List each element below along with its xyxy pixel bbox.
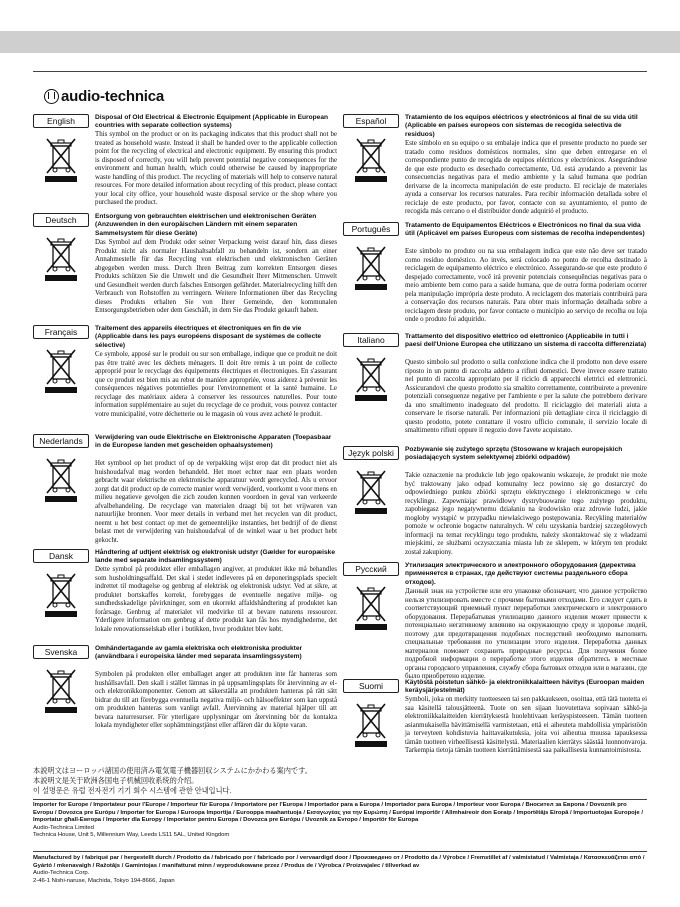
- header-rule: [33, 71, 647, 72]
- section-body: Symboli, joka on merkitty tuotteeseen tai sen pakkaukseen, osoittaa, että tätä tuotetta ei saa käsitellä talousjätteenä. Tuote on sen sijaan luovutettava sopivaan sähkö-ja elektroniikkalaitteiden kierrätyksestä huolehtivaan keräyspisteeseen. Tämän tuotteen asianmukaisella hävittämisellä varmistetaan, että ei aiheuteta mahdollisia ympäristöön ja terveyteen kohdistuvia haittavaikutuksia, joita voi aiheutua muussa tapauksessa tämän tuotteen virheellisestä käsittelystä. Materiaalien kierrätys säästää luonnonvaroja. Tarkempia tietoja tämän tuotteen kierrättämisestä saa paikallisesta kunnantoimistosta.: [405, 696, 647, 754]
- crossed-out-bin-icon: [44, 571, 78, 609]
- black-bar: [45, 707, 77, 713]
- brand-logo: [44, 88, 164, 105]
- section-body: Takie oznaczenie na produkcie lub jego opakowaniu wskazuje, że produkt nie może być traktowany jako odpad komunalny lecz powinno się go dostarczyć do odpowiedniego punktu zbiórki sprzętu elektrycznego i elektronicznego w celu recyklingu. Zapewniając prawidłowy dystrybuowanie tego zużytego produktu, zapobiegasz jego negatywnemu działaniu na środowisko oraz zdrowie ludzi, jakie mogłoby wystąpić w przypadku niewłaściwego postępowania. Recykling materiałów pomoże w ochronie bogactw naturalnych. W celu uzyskania bardziej szczegółowych informacji na temat recyklingu tego produktu, należy skontaktować się z władzami miejskimi, ze służbami oczyszczania miasta lub ze sklepem, w którym ten produkt został zakupiony.: [405, 472, 647, 556]
- crossed-out-bin-icon: [44, 235, 78, 273]
- section-body: Este símbolo en su equipo o su embalaje indica que el presente producto no puede ser tratado como residuos domésticos normales, sino que deben entregarse en el correspondiente punto de recogida de equipos eléctricos y electrónicos. Asegurándose de que este producto es desechado correctamente, Ud. está ayudando a prevenir las consecuencias negativas para el medio ambiente y la salud humana que podrían derivarse de la incorrecta manipulación de este producto. El reciclaje de materiales ayuda a conservar los recursos naturales. Para recibir información detallada sobre el reciclaje de este producto, por favor, contacte con su ayuntamiento, el punto de recogida más cercano o el distribuidor donde adquirió el producto.: [405, 140, 647, 215]
- section-title: Omhändertagande av gamla elektriska och elektroniska produkter (användbara i europeiska länder med separata insamlingssystem): [95, 645, 303, 661]
- language-label: Nederlands: [33, 434, 89, 448]
- language-label: English: [33, 114, 89, 128]
- manufacturer-name: Audio-Technica Corp.: [33, 870, 90, 877]
- black-bar: [355, 741, 387, 747]
- section-title: Entsorgung von gebrauchten elektrischen und elektronischen Geräten (Anzuwenden in den europäischen Ländern mit einem separaten Sammelsystem für diese Geräte): [95, 213, 317, 237]
- section-espanol: [343, 114, 648, 234]
- section-italiano: [343, 333, 648, 453]
- section-francais: [33, 325, 338, 445]
- section-deutsch: [33, 213, 338, 333]
- language-label: Español: [343, 114, 399, 128]
- manufacturer-block: [33, 855, 647, 885]
- crossed-out-bin-icon: [354, 136, 388, 174]
- importer-label: Importer for Europe / Importateur pour l'Europe / Importeur für Europa / Importatore per l'Europa / Importador para a Europa / Importador para Europa / Importeur voor Europa / Вносител за Европа / Dovozník pro Evropu / Dovozca pre Európu / Importør for Europa / Euroopa Importija / Eurooppa maahantuoja / Εισαγωγέας για την Ευρώπη / Európai importőr / Allmhaireoir don Eoraip / Importētājs Eiropā / Importuotojas Europoje / Importatur għall-Ewropa / Importer dla Europy / Importator pentru Europa / Dovozca pre Európu / Uvoznik za Evropo / Importör för Europa: [33, 802, 643, 824]
- section-title: Käytöstä poistetun sähkö- ja elektroniikkalaitteen hävitys (Euroopan maiden keräysjärjestelmät): [405, 679, 645, 695]
- black-bar: [355, 284, 387, 290]
- top-gray-bar: [0, 31, 680, 53]
- section-body: Este símbolo no produto ou na sua embalagem indica que este não deve ser tratado como resíduo doméstico. Ao invés, será colocado no ponto de recolha destinado à reciclagem de equipamento eléctrico e electrónico. Assegurando-se que este produto é despejado correctamente, você irá prevenir potenciais consequências negativas para o meio ambiente bem como para a saúde humana, que de outra forma poderiam ocorrer pela manipulação imprópria deste produto. A reciclagem dos materiais contribuirá para a conservação dos recursos naturais. Para obter mais informação detalhada sobre a reciclagem deste produto, por favor contacte o município ao serviço de recolha ou loja onde o produto foi adquirido.: [405, 248, 647, 323]
- section-body: Het symbool op het product of op de verpakking wijst erop dat dit product niet als huishoudafval mag worden behandeld. Het moet echter naar een plaats worden gebracht waar elektrische en elektronische apparatuur wordt gerecycled. Als u ervoor zorgt dat dit product op de correcte manier wordt verwijderd, voorkomt u voor mens en milieu negatieve gevolgen die zich zouden kunnen voordoen in geval van verkeerde afvalbehandeling. De recyclage van materialen draagt bij tot het vrijwaren van natuurlijke bronnen. Voor meer details in verband met het recyclen van dit product, neemt u het best contact op met de gemeentelijke instanties, het bedrijf of de dienst belast met de verwijdering van huishoudafval of de winkel waar u het product hebt gekocht.: [95, 460, 337, 544]
- section-title: Verwijdering van oude Elektrische en Elektronische Apparaten (Toepasbaar in de Europese landen met gescheiden ophaalsystemen): [95, 434, 332, 450]
- language-label: Português: [343, 222, 399, 236]
- section-title: Tratamiento de los equipos eléctricos y electrónicos al final de su vida útil (Aplicable en países europeos con sistemas de recogida selectiva de residuos): [405, 114, 638, 138]
- importer-block: [33, 802, 647, 840]
- black-bar: [355, 508, 387, 514]
- crossed-out-bin-icon: [354, 355, 388, 393]
- manufacturer-address: 2-46-1 Nishi-naruse, Machida, Tokyo 194-8666, Japan: [33, 877, 175, 884]
- black-bar: [45, 496, 77, 502]
- crossed-out-bin-icon: [44, 667, 78, 705]
- black-bar: [355, 624, 387, 630]
- language-label: Français: [33, 325, 89, 339]
- section-body: This symbol on the product or on its packaging indicates that this product shall not be treated as household waste. Instead it shall be handed over to the applicable collection point for the recycling of electrical and electronic equipment. By ensuring this product is disposed of correctly, you will help prevent potential negative consequences for the environment and human health, which could otherwise be caused by inappropriate waste handling of this product. The recycling of materials will help to conserve natural resources. For more detailed information about recycling of this product, please contact your local city office, your household waste disposal service or the shop where you purchased the product.: [95, 131, 337, 206]
- black-bar: [355, 176, 387, 182]
- section-polski: [343, 446, 648, 566]
- section-title: Trattamento del dispositivo elettrico od elettronico (Applicabile in tutti i paesi dell'Unione Europea che utilizzano un sistema di raccolta differenziata): [405, 333, 647, 349]
- footer-rule: [33, 799, 647, 800]
- section-title: Tratamento de Equipamentos Eléctricos e Electrónicos no final da sua vida útil (Aplicável em países Europeus com sistemas de recolha independentes): [405, 222, 645, 238]
- language-label: Italiano: [343, 333, 399, 347]
- language-label: Dansk: [33, 549, 89, 563]
- cjk-note-chinese: 本説明文是关于欧洲各国电子机械回收系统的介绍。: [33, 776, 199, 785]
- black-bar: [355, 395, 387, 401]
- language-label: Deutsch: [33, 213, 89, 227]
- language-label: Svenska: [33, 645, 89, 659]
- section-title: Disposal of Old Electrical & Electronic Equipment (Applicable in European countries with separate collection systems): [95, 114, 329, 130]
- crossed-out-bin-icon: [354, 244, 388, 282]
- section-portugues: [343, 222, 648, 342]
- crossed-out-bin-icon: [44, 136, 78, 174]
- crossed-out-bin-icon: [354, 584, 388, 622]
- black-bar: [45, 387, 77, 393]
- language-label: Język polski: [343, 446, 399, 460]
- importer-address: Technica House, Unit 5, Millennium Way, Leeds LS11 5AL, United Kingdom: [33, 832, 230, 839]
- section-title: Traitement des appareils électriques et électroniques en fin de vie (Applicable dans les pays européens disposant de systèmes de collecte sélective): [95, 325, 322, 349]
- language-label: Русский: [343, 562, 399, 576]
- section-body: Dette symbol på produktet eller emballagen angiver, at produktet ikke må behandles som husholdningsaffald. Det skal i stedet indleveres på en deponeringsplads specielt indrettet til modtagelse og genbrug af elektrisk og elektronisk udstyr. Ved at sikre, at produktet bortskaffes korrekt, forebygges de eventuelle negative miljø- og sundhedsskadelige påvirkninger, som en ukorrekt affaldshåndtering af produktet kan forårsage. Genbrug af materialet vil medvirke til at bevare naturens ressourcer. Yderligere information om genbrug af dette produkt kan fås hos myndighederne, det lokale renovationsselskab eller i butikken, hvor produktet blev købt.: [95, 566, 337, 633]
- section-nederlands: [33, 434, 338, 554]
- black-bar: [45, 275, 77, 281]
- section-title: Håndtering af udtjent elektrisk og elektronisk udstyr (Gælder for europæiske lande med separate indsamlingssystem): [95, 549, 335, 565]
- manufacturer-label: Manufactured by / fabriqué par / hergestellt durch / Prodotto da / fabricado por / fabricado por / vervaardigd door / Произведено от / Prodotto da / Výrobce / Fremstillet af / valmistatud / Valmistaja / Κατασκευάζεται από / Gyártó / mkenavaigh / Ražotājs / Gamintojas / manifatturat minn / wyprodukowane przez / Produs de / Výrobca / Proizvajalec / tillverkad av: [33, 855, 645, 869]
- crossed-out-bin-icon: [354, 701, 388, 739]
- section-russkiy: [343, 562, 648, 682]
- language-label: Suomi: [343, 679, 399, 693]
- section-body: Symbolen på produkten eller emballaget anger att produkten inte får hanteras som hushållsavfall. Den skall i stället lämnas in på uppsamlingsplats för återvinning av el- och elektronikkomponenter. Genom att säkerställa att produkten hanteras på rätt sätt bidrar du till att förebygga eventuella negativa miljö- och hälsoeffekter som kan uppstå om produkten hanteras som vanligt avfall. Återvinning av material hjälper till att bevara naturresurser. För ytterligare upplysningar om återvinning bör du kontakta lokala myndigheter eller sophämtningstjänst eller affären där du köpte varan.: [95, 671, 337, 729]
- section-body: Das Symbol auf dem Produkt oder seiner Verpackung weist darauf hin, dass dieses Produkt nicht als normaler Haushaltsabfall zu behandeln ist, sondern an einer Annahmestelle für das Recycling von elektrischen und elektronischen Geräten abgegeben werden muss. Durch Ihren Beitrag zum korrekten Entsorgen dieses Produkts schützen Sie die Umwelt und die Gesundheit Ihrer Mitmenschen. Umwelt und Gesundheit werden durch falsches Entsorgen gefährdet. Materialrecycling hilft den Verbrauch von Rohstoffen zu verringern. Weitere Informationen über das Recycling dieses Produkts erhalten Sie von Ihrer Gemeinde, den kommunalen Entsorgungsbetrieben oder dem Geschäft, in dem Sie das Produkt gekauft haben.: [95, 239, 337, 314]
- importer-name: Audio-Technica Limited: [33, 824, 94, 831]
- footer-rule-2: [33, 851, 647, 852]
- section-title: Pozbywanie się zużytego sprzętu (Stosowane w krajach europejskich posiadających system selektywnej zbiórki odpadów): [405, 446, 623, 462]
- logo-mark-icon: [44, 89, 59, 104]
- cjk-note-korean: 이 설명문은 유럽 전자전기 기기 회수 시스템에 관한 안내입니다.: [33, 786, 232, 795]
- crossed-out-bin-icon: [44, 456, 78, 494]
- section-title: Утилизация электрического и электронного оборудования (директива применяется в странах, где действуют системы раздельного сбора отходов).: [405, 562, 636, 586]
- black-bar: [45, 611, 77, 617]
- section-body: Данный знак на устройстве или его упаковке обозначает, что данное устройство нельзя утилизировать вместе с прочими бытовыми отходами. Его следует сдать в соответствующий приемный пункт переработки электрического и электронного оборудования. Перерабатывая утилизацию данного изделия может привести к потенциально негативному влиянию на окружающую среду и здоровье людей, поэтому для предотвращения подобных последствий необходимо выполнять специальные требования по утилизации этого изделия. Переработка данных материалов поможет сохранить природные ресурсы. Для получения более подробной информации о переработке этого изделия обратитесь в местные органы городского управления, службу сбора бытовых отходов или в магазин, где было приобретено изделие.: [405, 588, 647, 680]
- cjk-note-japanese: 本説明文はヨーロッパ諸国の使用済み電気電子機器回収システムにかかわる案内です。: [33, 766, 312, 775]
- section-body: Questo simbolo sul prodotto o sulla confezione indica che il prodotto non deve essere riposto in un punto di raccolta addetto a rifiuti domestici. Deve invece essere trattato nel punto di raccolta appropriato per il riciclo di apparecchi elettrici ed elettronici. Assicurandovi che questo prodotto sia smaltito correttamente, contribuirete a prevenire potenziali conseguenze negative per l'ambiente e per la salute che potrebbero derivare da uno smaltimento inadeguato del prodotto. Il riciclaggio dei materiali aiuta a conservare le risorse naturali. Per informazioni più dettagliate circa il riciclaggio di questo prodotto, potete contattare il vostro ufficio comunale, il servizio locale di smaltimento rifiuti oppure il negozio dove l'avete acquistato.: [405, 359, 647, 434]
- crossed-out-bin-icon: [354, 468, 388, 506]
- black-bar: [45, 176, 77, 182]
- crossed-out-bin-icon: [44, 347, 78, 385]
- section-suomi: [343, 679, 648, 799]
- section-body: Ce symbole, apposé sur le produit ou sur son emballage, indique que ce produit ne doit pas être traité avec les déchets ménagers. Il doit être remis à un point de collecte approprié pour le recyclage des équipements électriques et électroniques. En s'assurant que ce produit est bien mis au rebut de manière appropriée, vous aiderez à prévenir les conséquences négatives potentielles pour l'environnement et la santé humaine. Le recyclage des matériaux aidera à conserver les ressources naturelles. Pour toute information supplémentaire au sujet du recyclage de ce produit, vous pouvez contacter votre municipalité, votre déchetterie ou le magasin où vous avez acheté le produit.: [95, 351, 337, 418]
- logo-text: audio-technica: [61, 88, 165, 105]
- section-svenska: [33, 645, 338, 765]
